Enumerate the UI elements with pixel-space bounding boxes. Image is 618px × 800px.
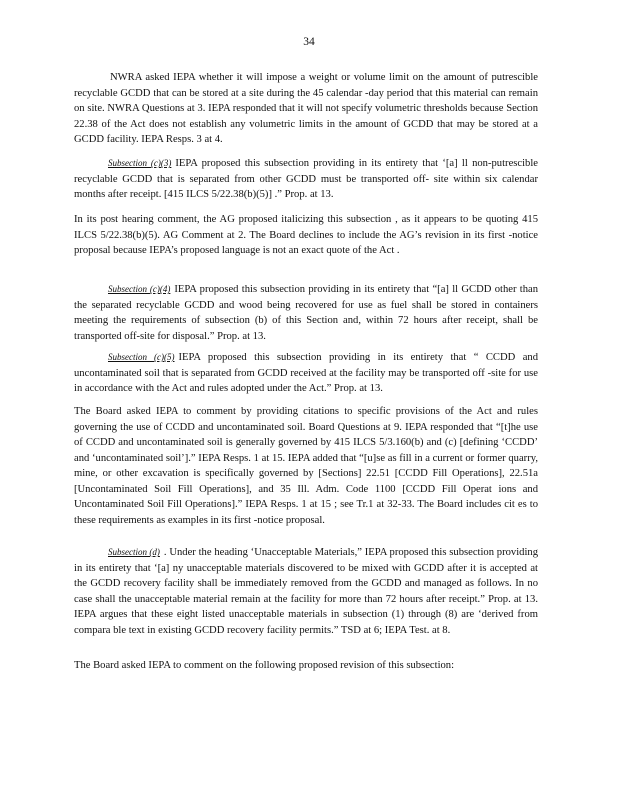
paragraph	[74, 545, 538, 638]
paragraph-text: NWRA asked IEPA whether it will impose a weight or volume limit on the amount of putrescible recyclable GCDD that can be stored at a site during the 45 calendar -day period that this material can remain on site. NWRA Questions at 3. IEPA responded that it will not specify volumetric thresholds because Section 22.38 of the Act does not establish any volumetric limits in the amount of GCDD that may be stored at a GCDD facility. IEPA Resps. 3 at 4.	[74, 72, 538, 145]
subsection-heading: Subsection (d)	[108, 547, 160, 557]
paragraph	[74, 404, 538, 528]
paragraph	[74, 156, 538, 203]
paragraph-text: . Under the heading ‘Unacceptable Materials,” IEPA proposed this subsection providing in its entirety that ‘[a] ny unacceptable materials discovered to be mixed with GCDD after it is accepted at the GCDD recovery facility shall be immediately removed from the GCDD and managed as follows. In no case shall the unacceptable material remain at the facility for more than 72 hours after receipt.” Prop. at 13. IEPA argues that these eight listed unacceptable materials in subsection (1) through (8) are ‘derived from compara ble text in existing GCDD recovery facility permits.” TSD at 6; IEPA Test. at 8.	[74, 547, 538, 636]
paragraph-text: The Board asked IEPA to comment by providing citations to specific provisions of the Act and rules governing the use of CCDD and uncontaminated soil. Board Questions at 9. IEPA responded that “[t]he use of CCDD and uncontaminated soil is generally governed by 415 ILCS 5/3.160(b) and (c) [defining ‘CCDD’ and ‘uncontaminated soil’].” IEPA Resps. 1 at 15. IEPA added that “[u]se as fill in a current or former quarry, mine, or other excavation is specifically governed by [Sections] 22.51 [CCDD Fill Operations], 22.51a [Uncontaminated Soil Fill Operations], and 35 Ill. Adm. Code 1100 [CCDD Fill Operat ions and Uncontaminated Soil Fill Operations].” IEPA Resps. 1 at 15 ; see Tr.1 at 32-33. The Board includes cit es to these requirements as examples in its first -notice proposal.	[74, 406, 538, 526]
page-number: 34	[303, 36, 315, 48]
subsection-heading: Subsection (c)(3)	[108, 158, 172, 168]
paragraph-text: IEPA proposed this subsection providing in its entirety that ‘[a] ll non-putrescible recyclable GCDD that is separated from other GCDD must be transported off- site within six calendar months after receipt. [415 ILCS 5/22.38(b)(5)] .” Prop. at 13.	[74, 158, 538, 200]
paragraph-text: IEPA proposed this subsection providing in its entirety that “[a] ll GCDD other than the separated recyclable GCDD and wood being recovered for use as fuel shall be stored in containers meeting the requirements of subsection (b) of this Section and, within 72 hours after receipt, shall be transported off-site for disposal.” Prop. at 13.	[74, 284, 538, 342]
paragraph	[74, 212, 538, 259]
paragraph	[74, 70, 538, 148]
paragraph	[74, 658, 538, 674]
paragraph-text: In its post hearing comment, the AG proposed italicizing this subsection , as it appears to be quoting 415 ILCS 5/22.38(b)(5). AG Comment at 2. The Board declines to include the AG’s revision in its first -notice proposal because IEPA’s proposed language is not an exact quote of the Act .	[74, 214, 538, 256]
paragraph	[74, 350, 538, 397]
paragraph-text: The Board asked IEPA to comment on the following proposed revision of this subsection:	[74, 660, 455, 671]
subsection-heading: Subsection (c)(5)	[108, 352, 175, 362]
paragraph-text: IEPA proposed this subsection providing in its entirety that “ CCDD and uncontaminated soil that is separated from GCDD received at the facility may be transported off -site for use in accordance with the Act and rules adopted under the Act.” Prop. at 13.	[74, 352, 538, 394]
subsection-heading: Subsection (c)(4)	[108, 284, 171, 294]
paragraph	[74, 282, 538, 344]
